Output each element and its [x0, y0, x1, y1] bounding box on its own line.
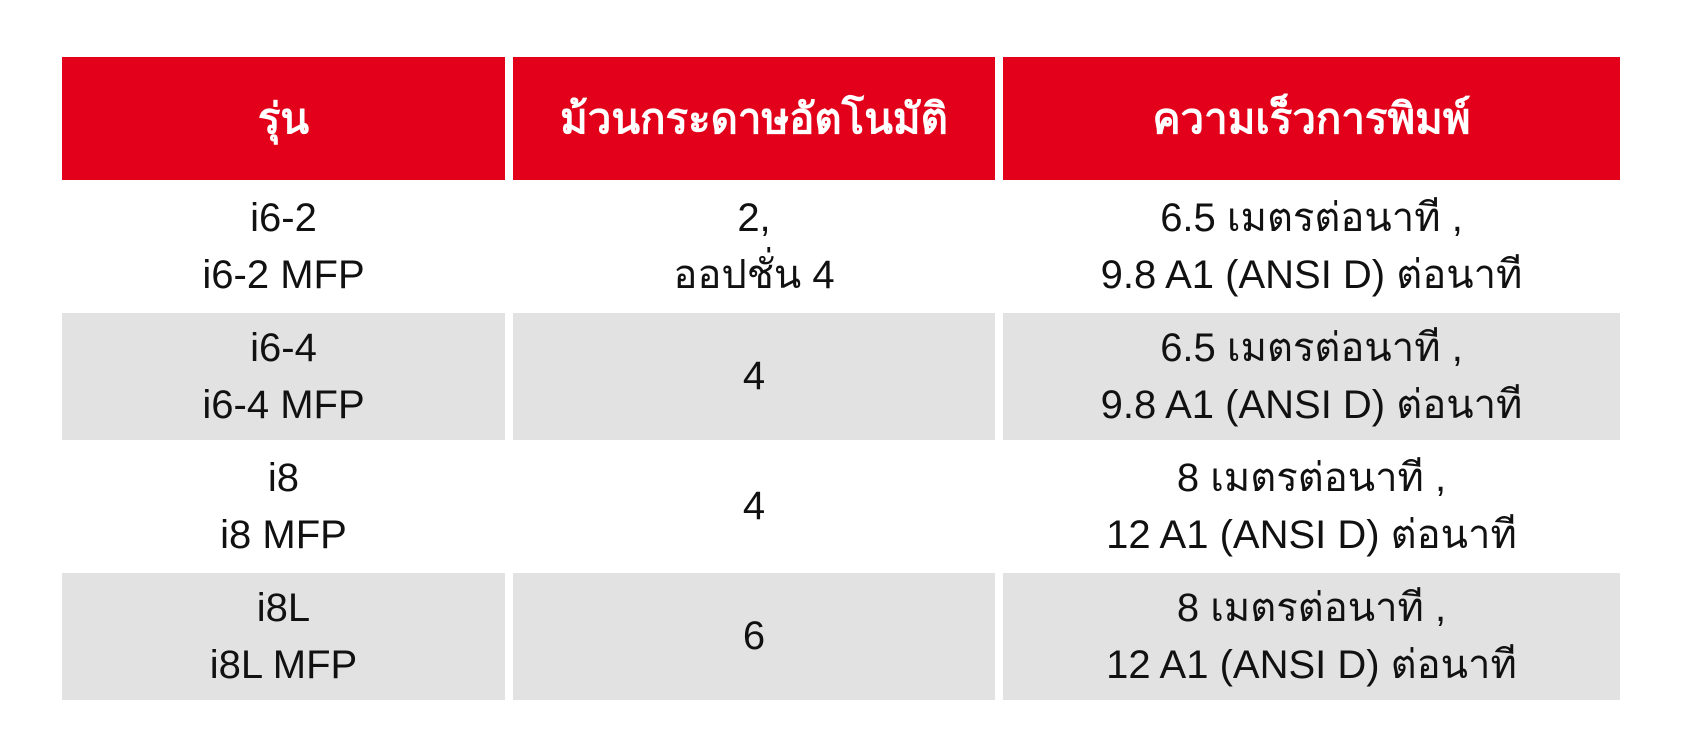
table-row-3-model-cell: [62, 443, 505, 570]
model-name: i8 MFP: [220, 512, 347, 557]
printer-spec-table: [62, 57, 1620, 700]
speed-value: 8 เมตรต่อนาที ,: [1176, 585, 1447, 630]
speed-value: 6.5 เมตรต่อนาที ,: [1160, 325, 1463, 370]
header-label-model: รุ่น: [257, 94, 310, 142]
table-row-3-rolls-cell: [513, 443, 995, 570]
table-row-2-model-cell: [62, 313, 505, 440]
model-name: i6-2: [250, 195, 317, 240]
model-name: i8: [267, 455, 300, 500]
rolls-value: 6: [742, 614, 766, 659]
model-name: i8L MFP: [209, 642, 358, 687]
header-label-speed: ความเร็วการพิมพ์: [1152, 94, 1471, 142]
speed-value: 9.8 A1 (ANSI D) ต่อนาที: [1100, 382, 1523, 427]
rolls-value: 2,: [737, 195, 771, 240]
table-row-2-speed-cell: [1003, 313, 1620, 440]
model-name: i8L: [256, 585, 311, 630]
model-name: i6-2 MFP: [202, 252, 365, 297]
header-cell-rolls: [513, 57, 995, 180]
speed-value: 6.5 เมตรต่อนาที ,: [1160, 195, 1463, 240]
rolls-value: 4: [742, 354, 766, 399]
speed-value: 8 เมตรต่อนาที ,: [1176, 455, 1447, 500]
speed-value: 12 A1 (ANSI D) ต่อนาที: [1106, 512, 1517, 557]
rolls-value: ออปชั่น 4: [673, 252, 835, 297]
rolls-value: 4: [742, 484, 766, 529]
table-row-2-rolls-cell: [513, 313, 995, 440]
header-cell-model: [62, 57, 505, 180]
table-row-4-rolls-cell: [513, 573, 995, 700]
header-cell-speed: [1003, 57, 1620, 180]
header-label-rolls: ม้วนกระดาษอัตโนมัติ: [560, 94, 948, 142]
speed-value: 12 A1 (ANSI D) ต่อนาที: [1106, 642, 1517, 687]
table-row-1-rolls-cell: [513, 183, 995, 310]
table-row-1-model-cell: [62, 183, 505, 310]
speed-value: 9.8 A1 (ANSI D) ต่อนาที: [1100, 252, 1523, 297]
model-name: i6-4: [250, 325, 317, 370]
table-row-4-speed-cell: [1003, 573, 1620, 700]
table-row-1-speed-cell: [1003, 183, 1620, 310]
model-name: i6-4 MFP: [202, 382, 365, 427]
table-row-4-model-cell: [62, 573, 505, 700]
table-row-3-speed-cell: [1003, 443, 1620, 570]
